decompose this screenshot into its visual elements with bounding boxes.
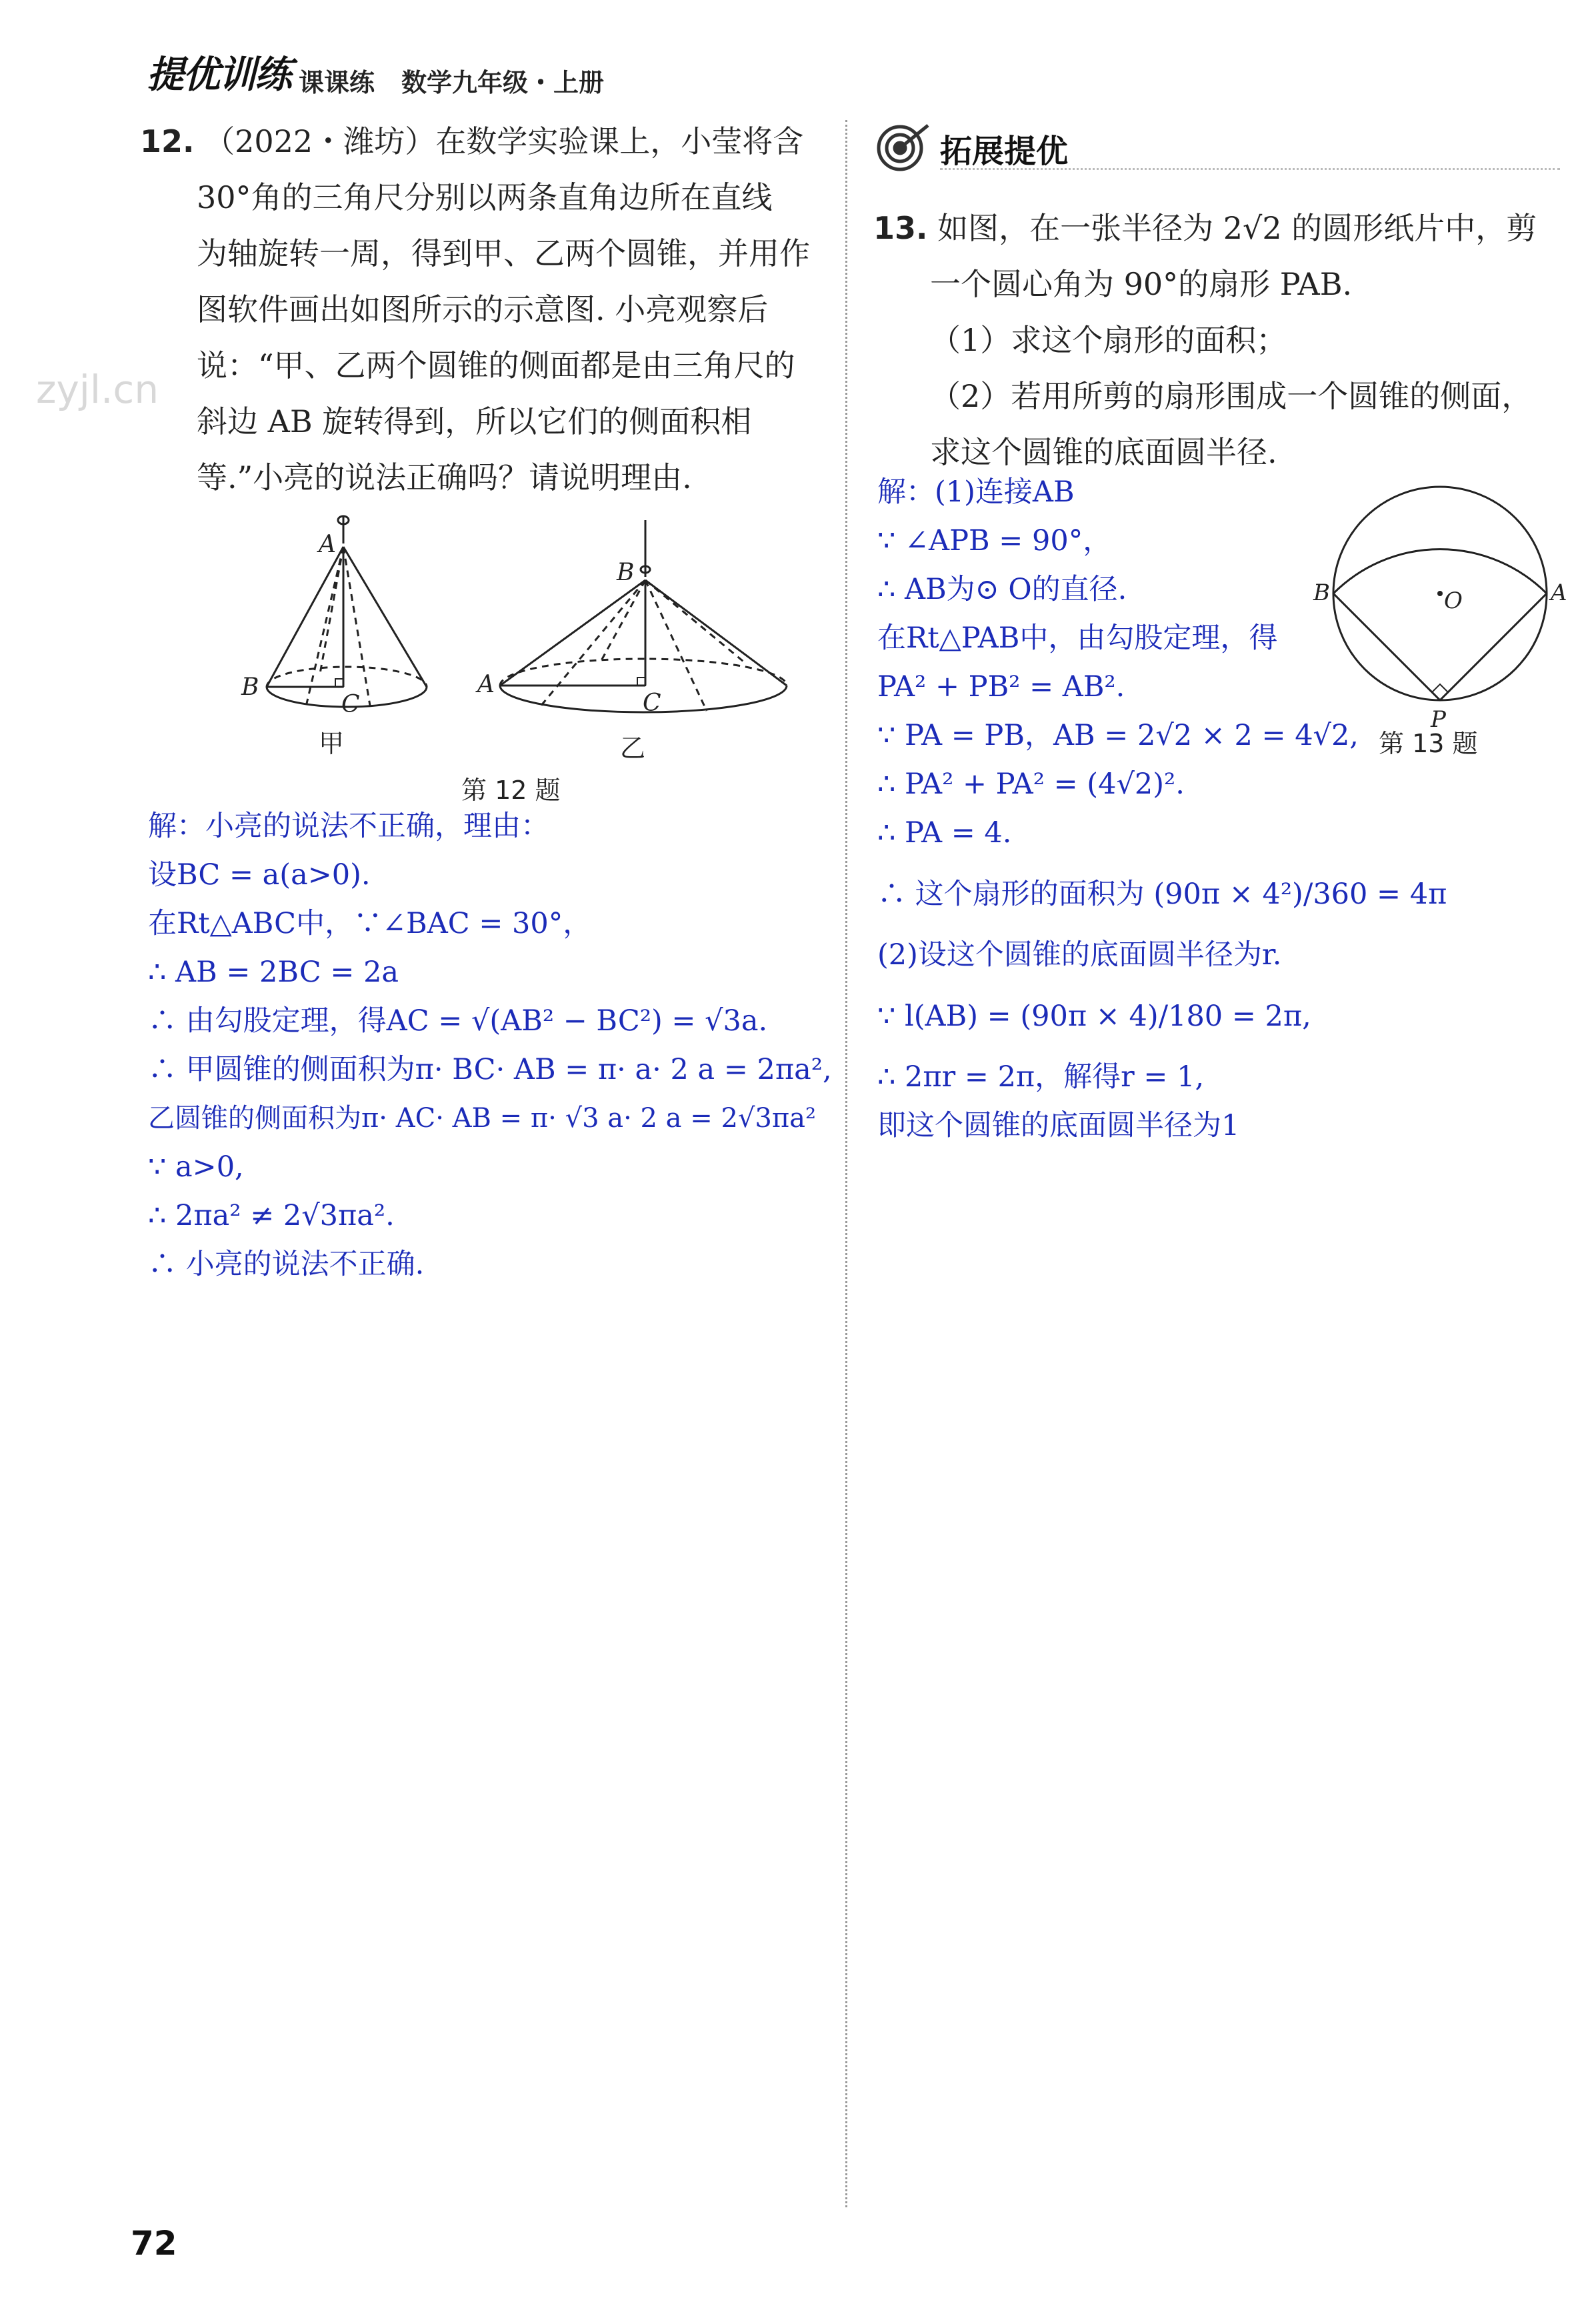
figure-12	[227, 513, 800, 807]
section-header	[867, 120, 1560, 173]
question-line: （2022・潍坊）在数学实验课上，小莹将含	[204, 123, 804, 159]
page-header	[147, 52, 604, 99]
answer-line: PA² + PB² = AB².	[877, 670, 1125, 704]
brand-subtitle: 课课练	[299, 68, 375, 97]
answer-line: 解：(1)连接AB	[877, 475, 1075, 509]
label-o: O	[1444, 588, 1463, 614]
answer-line: ∵ l(AB) = (90π × 4)/180 = 2π,	[877, 1000, 1311, 1033]
question-line: 为轴旋转一周，得到甲、乙两个圆锥，并用作	[197, 235, 810, 271]
question-13	[873, 200, 1580, 480]
answer-line: ∴ AB为⊙ O的直径.	[877, 573, 1127, 606]
label-p: P	[1431, 706, 1446, 733]
answer-line: 乙圆锥的侧面积为π· AC· AB = π· √3 a· 2 a = 2√3πa²	[148, 1103, 817, 1134]
answer-line: 解：小亮的说法不正确，理由：	[148, 810, 549, 843]
question-line: 30°角的三角尺分别以两条直角边所在直线	[197, 179, 773, 215]
question-line: 斜边 AB 旋转得到，所以它们的侧面积相	[197, 403, 752, 439]
answer-line: ∴ 这个扇形的面积为 (90π × 4²)/360 = 4π	[877, 878, 1447, 911]
page-number: 72	[131, 2224, 177, 2263]
answer-line: ∴ 2πa² ≠ 2√3πa².	[148, 1199, 395, 1232]
answer-line: ∴ AB = 2BC = 2a	[148, 956, 399, 989]
section-rule	[940, 168, 1560, 170]
label-b: B	[241, 674, 259, 701]
label-c: C	[643, 690, 661, 717]
answer-line: ∴ 由勾股定理，得AC = √(AB² − BC²) = √3a.	[148, 1004, 768, 1038]
section-title: 拓展提优	[940, 133, 1069, 170]
brand-title: 提优训练	[147, 53, 291, 97]
book-title: 数学九年级・上册	[401, 68, 605, 97]
watermark: zyjl.cn	[36, 367, 159, 412]
figure-label-jia: 甲	[319, 729, 345, 758]
answer-line: 在Rt△PAB中，由勾股定理，得	[877, 622, 1278, 655]
target-icon	[873, 120, 933, 173]
question-line: （1）求这个扇形的面积；	[930, 322, 1287, 358]
answer-line: 在Rt△ABC中，∵∠BAC = 30°，	[148, 907, 592, 940]
question-line: 图软件画出如图所示的示意图. 小亮观察后	[197, 291, 769, 327]
question-number: 13.	[873, 210, 928, 246]
answer-line: 设BC = a(a>0).	[148, 858, 371, 892]
label-a: A	[319, 531, 336, 558]
column-divider	[845, 120, 847, 2207]
answer-line: 即这个圆锥的底面圆半径为1	[877, 1109, 1240, 1142]
answer-line: ∵ ∠APB = 90°，	[877, 524, 1112, 557]
answer-line: ∴ PA = 4.	[877, 816, 1012, 850]
answer-13	[877, 468, 1584, 1150]
label-c: C	[341, 691, 360, 718]
question-line: 一个圆心角为 90°的扇形 PAB.	[930, 266, 1353, 302]
figure-label-yi: 乙	[620, 734, 646, 763]
figure-caption: 第 12 题	[461, 776, 561, 805]
figure-caption: 第 13 题	[1379, 729, 1478, 758]
answer-line: ∴ 甲圆锥的侧面积为π· BC· AB = π· a· 2 a = 2πa²,	[148, 1053, 832, 1086]
answer-line: ∴ 2πr = 2π，解得r = 1,	[877, 1060, 1205, 1094]
question-line: （2）若用所剪的扇形围成一个圆锥的侧面，	[930, 378, 1533, 414]
question-line: 说：“甲、乙两个圆锥的侧面都是由三角尺的	[197, 347, 795, 383]
question-line: 求这个圆锥的底面圆半径.	[930, 434, 1277, 470]
label-b: B	[1313, 580, 1330, 606]
question-line: 等.”小亮的说法正确吗？请说明理由.	[197, 459, 692, 495]
answer-line: ∵ a>0,	[148, 1150, 244, 1184]
answer-line: ∴ 小亮的说法不正确.	[148, 1248, 425, 1281]
answer-12	[148, 802, 841, 1289]
answer-line: ∴ PA² + PA² = (4√2)².	[877, 768, 1185, 801]
answer-line: (2)设这个圆锥的底面圆半径为r.	[877, 938, 1282, 972]
question-12	[140, 113, 840, 505]
label-b: B	[617, 559, 635, 586]
label-a: A	[1551, 580, 1567, 606]
answer-line: ∵ PA = PB，AB = 2√2 × 2 = 4√2,	[877, 719, 1359, 752]
label-a: A	[477, 671, 495, 698]
question-number: 12.	[140, 123, 195, 159]
question-line: 如图，在一张半径为 2√2 的圆形纸片中，剪	[937, 210, 1537, 246]
